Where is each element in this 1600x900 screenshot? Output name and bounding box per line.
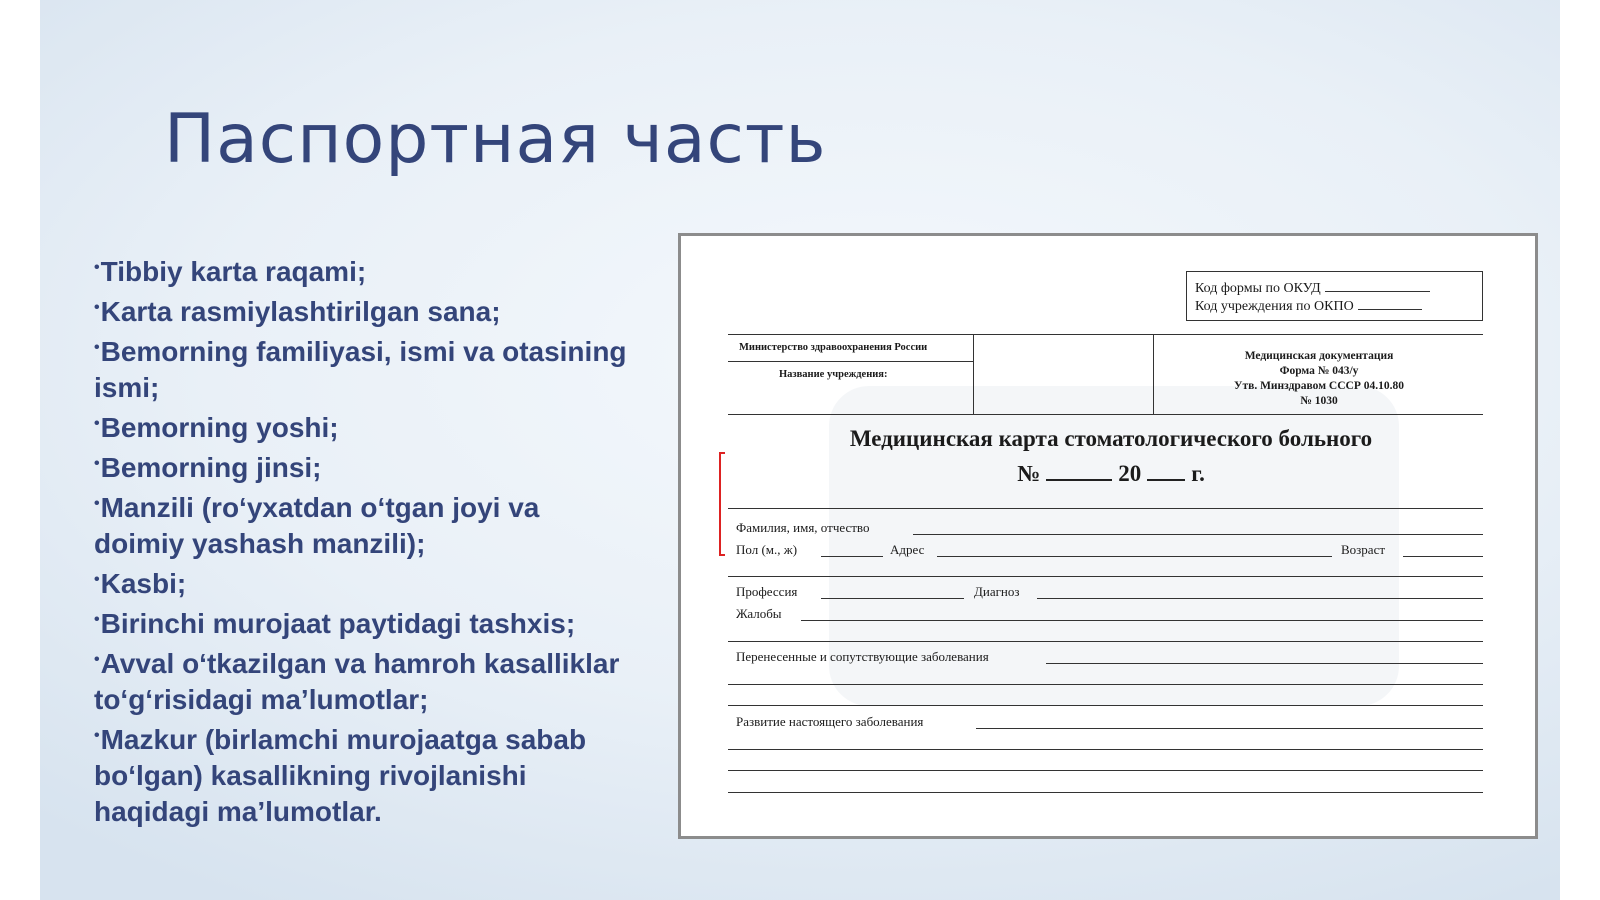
- doc-line-3: Утв. Минздравом СССР 04.10.80: [1234, 380, 1404, 392]
- card-number-line: [721, 461, 1501, 487]
- okpo-line: [1195, 298, 1474, 316]
- bullet-item: [94, 250, 634, 290]
- form-line: [728, 508, 1483, 509]
- bullet-item: [94, 446, 634, 486]
- bullet-list: [94, 250, 634, 830]
- bullet-marker: •: [94, 415, 100, 432]
- address-label: Адрес: [890, 542, 925, 557]
- okpo-blank: [1358, 299, 1422, 310]
- current-disease-line: [976, 728, 1483, 729]
- okud-label: Код формы по ОКУД: [1195, 281, 1321, 296]
- bullet-item: [94, 486, 634, 562]
- age-line: [1403, 556, 1483, 557]
- header-bottom-line: [728, 414, 1483, 415]
- bullet-item: [94, 718, 634, 830]
- bullet-marker: •: [94, 651, 100, 668]
- right-margin: [1560, 0, 1600, 900]
- bullet-marker: •: [94, 611, 100, 628]
- bullet-text: Kasbi;: [100, 568, 187, 599]
- bullet-marker: •: [94, 495, 100, 512]
- bullet-item: [94, 602, 634, 642]
- form-code-box: [1186, 271, 1483, 321]
- bullet-marker: •: [94, 299, 100, 316]
- header-top-line: [728, 334, 1483, 335]
- left-margin: [0, 0, 40, 900]
- document-info: [1154, 349, 1484, 409]
- bullet-text: Manzili (ro‘yxatdan o‘tgan joyi va doimiy yashash manzili);: [94, 492, 540, 559]
- form-line: [728, 749, 1483, 750]
- profession-line: [821, 598, 964, 599]
- diagnosis-label: Диагноз: [974, 584, 1020, 599]
- medical-card-form-image: [678, 233, 1538, 839]
- bullet-item: [94, 562, 634, 602]
- bullet-marker: •: [94, 455, 100, 472]
- diagnosis-line: [1037, 598, 1483, 599]
- bullet-text: Tibbiy karta raqami;: [100, 256, 367, 287]
- slide: [40, 0, 1560, 900]
- form-line: [728, 684, 1483, 685]
- bullet-marker: •: [94, 339, 100, 356]
- age-label: Возраст: [1341, 542, 1386, 557]
- bullet-item: [94, 330, 634, 406]
- sex-label: Пол (м., ж): [736, 542, 798, 557]
- doc-line-1: Медицинская документация: [1244, 350, 1394, 362]
- address-line: [937, 556, 1332, 557]
- form-line: [728, 705, 1483, 706]
- doc-line-4: № 1030: [1300, 395, 1338, 407]
- fio-label: Фамилия, имя, отчество: [736, 520, 870, 535]
- bullet-text: Bemorning familiyasi, ismi va otasining ismi;: [94, 336, 627, 403]
- header-divider-1: [973, 334, 974, 414]
- sex-line: [821, 556, 883, 557]
- number-blank: [1046, 467, 1112, 481]
- number-year: 20: [1118, 461, 1142, 486]
- fio-line: [913, 534, 1483, 535]
- form-line: [728, 641, 1483, 642]
- bullet-item: [94, 406, 634, 446]
- form-line: [728, 770, 1483, 771]
- bullet-item: [94, 642, 634, 718]
- card-title: Медицинская карта стоматологического больного: [849, 426, 1373, 451]
- bullet-text: Bemorning jinsi;: [100, 452, 322, 483]
- current-disease-label: Развитие настоящего заболевания: [736, 714, 924, 729]
- complaints-line: [801, 620, 1483, 621]
- number-prefix: №: [1017, 461, 1041, 486]
- form-line: [728, 792, 1483, 793]
- form-line: [728, 576, 1483, 577]
- ministry-label: Министерство здравоохранения России: [739, 342, 928, 353]
- profession-label: Профессия: [736, 584, 798, 599]
- okpo-label: Код учреждения по ОКПО: [1195, 299, 1354, 314]
- bullet-text: Bemorning yoshi;: [100, 412, 339, 443]
- bullet-marker: •: [94, 259, 100, 276]
- bullet-text: Mazkur (birlamchi murojaatga sabab bo‘lgan) kasallikning rivojlanishi haqidagi ma’lumotlar.: [94, 724, 587, 827]
- bullet-item: [94, 290, 634, 330]
- doc-line-2: Форма № 043/у: [1279, 365, 1359, 377]
- slide-title: Паспортная часть: [164, 100, 827, 179]
- institution-label: Название учреждения:: [779, 369, 888, 380]
- complaints-label: Жалобы: [736, 606, 782, 621]
- bullet-text: Karta rasmiylashtirilgan sana;: [100, 296, 501, 327]
- okud-blank: [1325, 281, 1430, 292]
- year-blank: [1147, 467, 1185, 481]
- bullet-text: Birinchi murojaat paytidagi tashxis;: [100, 608, 576, 639]
- ministry-underline: [728, 361, 973, 362]
- bullet-marker: •: [94, 571, 100, 588]
- okud-line: [1195, 280, 1474, 298]
- past-diseases-label: Перенесенные и сопутствующие заболевания: [736, 649, 989, 664]
- number-suffix: г.: [1191, 461, 1205, 486]
- bullet-marker: •: [94, 727, 100, 744]
- bullet-text: Avval o‘tkazilgan va hamroh kasalliklar to‘g‘risidagi ma’lumotlar;: [94, 648, 620, 715]
- past-diseases-line: [1046, 663, 1483, 664]
- red-bracket-mark: [719, 452, 725, 556]
